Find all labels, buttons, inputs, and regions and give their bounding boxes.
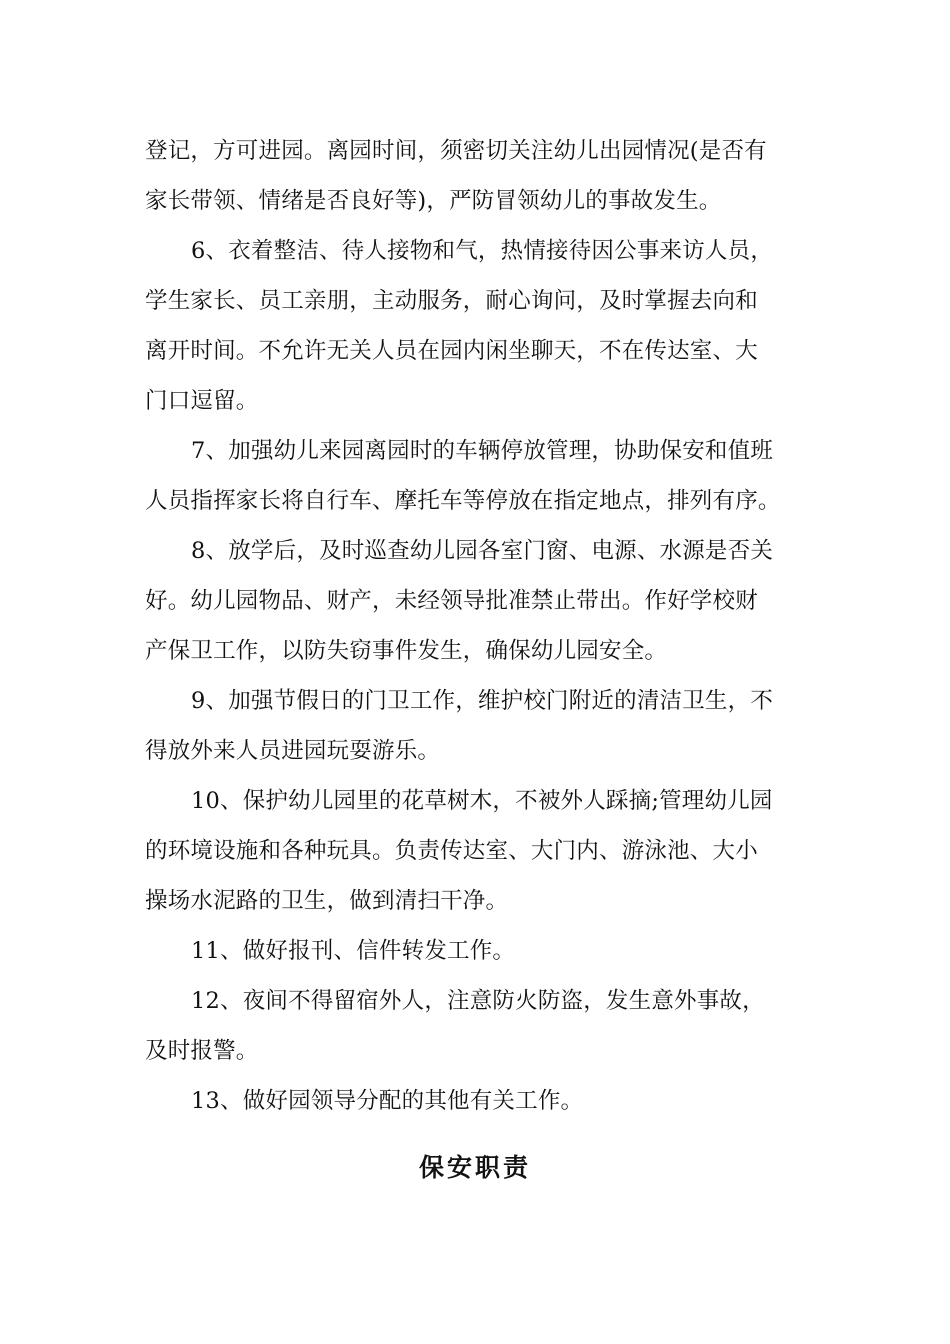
document-body bbox=[145, 126, 809, 1126]
text-line: 及时报警。 bbox=[145, 1038, 259, 1064]
text-line: 10、保护幼儿园里的花草树木，不被外人踩摘;管理幼儿园 bbox=[191, 788, 773, 814]
paragraph-item-6 bbox=[145, 226, 809, 426]
paragraph-item-11 bbox=[145, 926, 809, 976]
section-heading: 保安职责 bbox=[418, 1153, 531, 1182]
paragraph-item-13 bbox=[145, 1076, 809, 1126]
text-line: 学生家长、员工亲朋，主动服务，耐心询问，及时掌握去向和 bbox=[145, 288, 758, 314]
text-line: 登记，方可进园。离园时间，须密切关注幼儿出园情况(是否有 bbox=[145, 138, 767, 164]
text-line: 家长带领、情绪是否良好等)，严防冒领幼儿的事故发生。 bbox=[145, 188, 722, 214]
paragraph-item-8 bbox=[145, 526, 809, 676]
text-line: 好。幼儿园物品、财产，未经领导批准禁止带出。作好学校财 bbox=[145, 588, 758, 614]
paragraph-item-12 bbox=[145, 976, 809, 1076]
text-line: 11、做好报刊、信件转发工作。 bbox=[191, 938, 516, 964]
text-line: 7、加强幼儿来园离园时的车辆停放管理，协助保安和值班 bbox=[191, 438, 774, 464]
text-line: 人员指挥家长将自行车、摩托车等停放在指定地点，排列有序。 bbox=[145, 488, 781, 514]
text-line: 操场水泥路的卫生，做到清扫干净。 bbox=[145, 888, 509, 914]
text-line: 6、衣着整洁、待人接物和气，热情接待因公事来访人员， bbox=[191, 238, 774, 264]
text-line: 9、加强节假日的门卫工作，维护校门附近的清洁卫生，不 bbox=[191, 688, 774, 714]
paragraph-item-7 bbox=[145, 426, 809, 526]
text-line: 门口逗留。 bbox=[145, 388, 259, 414]
text-line: 8、放学后，及时巡查幼儿园各室门窗、电源、水源是否关 bbox=[191, 538, 774, 564]
paragraph-continued bbox=[145, 126, 809, 226]
paragraph-item-10 bbox=[145, 776, 809, 926]
text-line: 产保卫工作，以防失窃事件发生，确保幼儿园安全。 bbox=[145, 638, 668, 664]
text-line: 离开时间。不允许无关人员在园内闲坐聊天，不在传达室、大 bbox=[145, 338, 758, 364]
text-line: 12、夜间不得留宿外人，注意防火防盗，发生意外事故， bbox=[191, 988, 765, 1014]
text-line: 的环境设施和各种玩具。负责传达室、大门内、游泳池、大小 bbox=[145, 838, 758, 864]
text-line: 得放外来人员进园玩耍游乐。 bbox=[145, 738, 441, 764]
paragraph-item-9 bbox=[145, 676, 809, 776]
text-line: 13、做好园领导分配的其他有关工作。 bbox=[191, 1088, 584, 1114]
